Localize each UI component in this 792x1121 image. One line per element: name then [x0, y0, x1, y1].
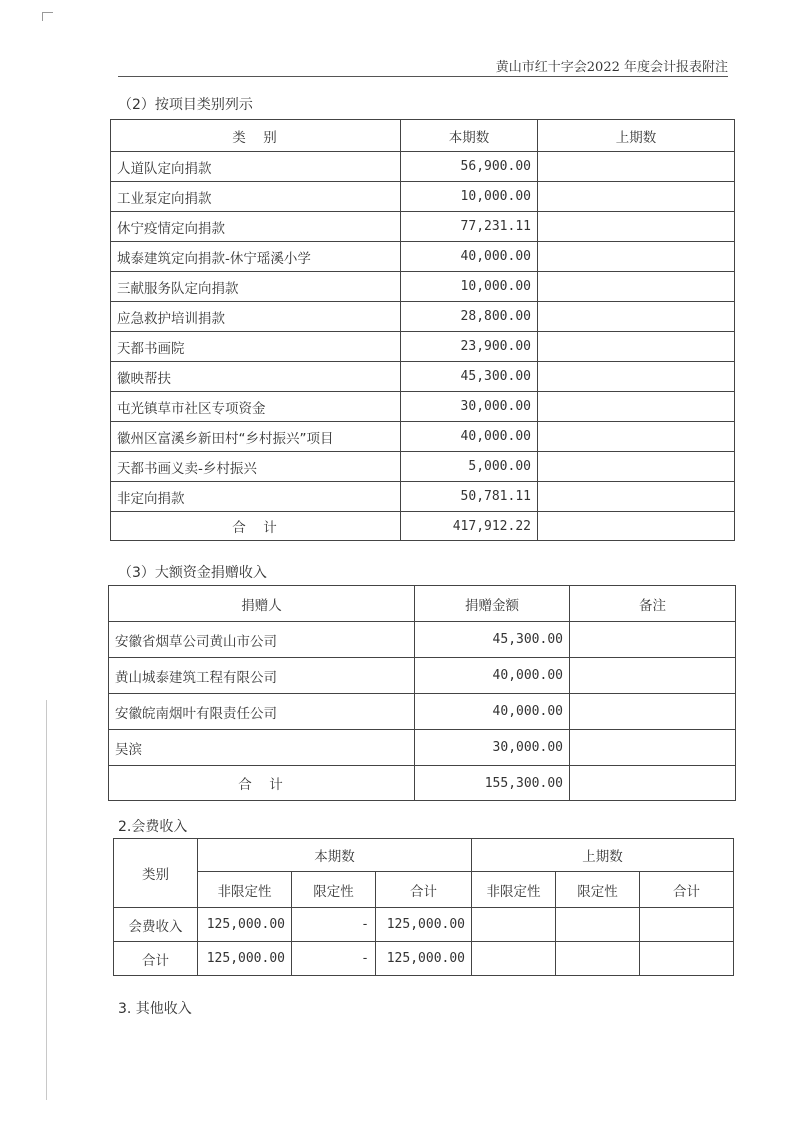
table-row	[111, 302, 735, 332]
previous-amount-cell	[538, 302, 735, 332]
table-row	[109, 730, 736, 766]
table-row	[111, 272, 735, 302]
cur-unrestricted-cell: 125,000.00	[198, 942, 292, 976]
sub-header-row	[114, 872, 734, 908]
category-cell: 城泰建筑定向捐款-休宁瑶溪小学	[111, 242, 401, 272]
previous-amount-cell	[538, 242, 735, 272]
previous-amount-cell	[538, 332, 735, 362]
row-label-cell: 合计	[114, 942, 198, 976]
col-header-donor: 捐赠人	[109, 586, 415, 622]
category-cell: 天都书画院	[111, 332, 401, 362]
col-header-prev-unrestricted: 非限定性	[472, 872, 556, 908]
current-amount-cell: 10,000.00	[401, 272, 538, 302]
previous-amount-cell	[538, 212, 735, 242]
project-category-table	[110, 119, 735, 541]
prev-restricted-cell	[556, 942, 640, 976]
category-cell: 休宁疫情定向捐款	[111, 212, 401, 242]
period-header-row	[114, 839, 734, 872]
prev-unrestricted-cell	[472, 942, 556, 976]
category-cell: 应急救护培训捐款	[111, 302, 401, 332]
current-amount-cell: 10,000.00	[401, 182, 538, 212]
category-cell: 人道队定向捐款	[111, 152, 401, 182]
total-amount: 155,300.00	[415, 766, 570, 801]
category-cell: 徽州区富溪乡新田村“乡村振兴”项目	[111, 422, 401, 452]
current-amount-cell: 45,300.00	[401, 362, 538, 392]
col-header-cur-unrestricted: 非限定性	[198, 872, 292, 908]
table-row	[114, 942, 734, 976]
amount-cell: 30,000.00	[415, 730, 570, 766]
table-header-row	[111, 120, 735, 152]
col-header-current-period: 本期数	[198, 839, 472, 872]
table-row	[111, 332, 735, 362]
col-header-current: 本期数	[401, 120, 538, 152]
previous-amount-cell	[538, 362, 735, 392]
col-header-cur-total: 合计	[376, 872, 472, 908]
donor-cell: 安徽皖南烟叶有限责任公司	[109, 694, 415, 730]
col-header-prev-restricted: 限定性	[556, 872, 640, 908]
current-amount-cell: 50,781.11	[401, 482, 538, 512]
running-header: 黄山市红十字会2022 年度会计报表附注	[495, 60, 728, 75]
col-header-category: 类 别	[111, 120, 401, 152]
current-amount-cell: 30,000.00	[401, 392, 538, 422]
donor-cell: 黄山城泰建筑工程有限公司	[109, 658, 415, 694]
amount-cell: 45,300.00	[415, 622, 570, 658]
donor-cell: 吴滨	[109, 730, 415, 766]
amount-cell: 40,000.00	[415, 694, 570, 730]
membership-fee-table	[113, 838, 734, 976]
table-row	[111, 182, 735, 212]
table-total-row	[109, 766, 736, 801]
category-cell: 徽映帮扶	[111, 362, 401, 392]
table-total-row	[111, 512, 735, 541]
table-row	[111, 392, 735, 422]
donor-cell: 安徽省烟草公司黄山市公司	[109, 622, 415, 658]
membership-title: 2.会费收入	[118, 819, 188, 835]
amount-cell: 40,000.00	[415, 658, 570, 694]
col-header-cur-restricted: 限定性	[292, 872, 376, 908]
table-row	[111, 362, 735, 392]
current-amount-cell: 23,900.00	[401, 332, 538, 362]
table-row	[109, 622, 736, 658]
table-row	[111, 212, 735, 242]
header-rule	[118, 76, 728, 77]
previous-amount-cell	[538, 152, 735, 182]
scan-corner-mark	[42, 12, 53, 21]
table-row	[111, 452, 735, 482]
col-header-note: 备注	[570, 586, 736, 622]
table-row	[109, 694, 736, 730]
col-header-previous-period: 上期数	[472, 839, 734, 872]
total-label: 合 计	[109, 766, 415, 801]
total-label: 合 计	[111, 512, 401, 541]
category-cell: 屯光镇草市社区专项资金	[111, 392, 401, 422]
current-amount-cell: 77,231.11	[401, 212, 538, 242]
section-3-title: （3）大额资金捐赠收入	[118, 565, 267, 581]
prev-restricted-cell	[556, 908, 640, 942]
previous-amount-cell	[538, 422, 735, 452]
previous-amount-cell	[538, 392, 735, 422]
col-header-category: 类别	[114, 839, 198, 908]
total-note	[570, 766, 736, 801]
table-row	[111, 482, 735, 512]
previous-amount-cell	[538, 182, 735, 212]
table-row	[111, 422, 735, 452]
col-header-prev-total: 合计	[640, 872, 734, 908]
table-header-row	[109, 586, 736, 622]
previous-amount-cell	[538, 452, 735, 482]
note-cell	[570, 730, 736, 766]
category-cell: 工业泵定向捐款	[111, 182, 401, 212]
current-amount-cell: 56,900.00	[401, 152, 538, 182]
prev-unrestricted-cell	[472, 908, 556, 942]
note-cell	[570, 694, 736, 730]
total-current: 417,912.22	[401, 512, 538, 541]
other-income-title: 3. 其他收入	[118, 1001, 192, 1017]
section-2-title: （2）按项目类别列示	[118, 97, 253, 113]
row-label-cell: 会费收入	[114, 908, 198, 942]
note-cell	[570, 658, 736, 694]
cur-restricted-cell: -	[292, 908, 376, 942]
note-cell	[570, 622, 736, 658]
previous-amount-cell	[538, 272, 735, 302]
cur-restricted-cell: -	[292, 942, 376, 976]
table-row	[114, 908, 734, 942]
category-cell: 非定向捐款	[111, 482, 401, 512]
current-amount-cell: 5,000.00	[401, 452, 538, 482]
large-donation-table	[108, 585, 736, 801]
category-cell: 三献服务队定向捐款	[111, 272, 401, 302]
total-previous	[538, 512, 735, 541]
cur-unrestricted-cell: 125,000.00	[198, 908, 292, 942]
current-amount-cell: 40,000.00	[401, 242, 538, 272]
current-amount-cell: 40,000.00	[401, 422, 538, 452]
table-row	[109, 658, 736, 694]
cur-total-cell: 125,000.00	[376, 908, 472, 942]
col-header-amount: 捐赠金额	[415, 586, 570, 622]
table-row	[111, 242, 735, 272]
table-row	[111, 152, 735, 182]
scan-edge-line	[46, 700, 47, 1100]
cur-total-cell: 125,000.00	[376, 942, 472, 976]
current-amount-cell: 28,800.00	[401, 302, 538, 332]
previous-amount-cell	[538, 482, 735, 512]
prev-total-cell	[640, 942, 734, 976]
col-header-previous: 上期数	[538, 120, 735, 152]
category-cell: 天都书画义卖-乡村振兴	[111, 452, 401, 482]
prev-total-cell	[640, 908, 734, 942]
